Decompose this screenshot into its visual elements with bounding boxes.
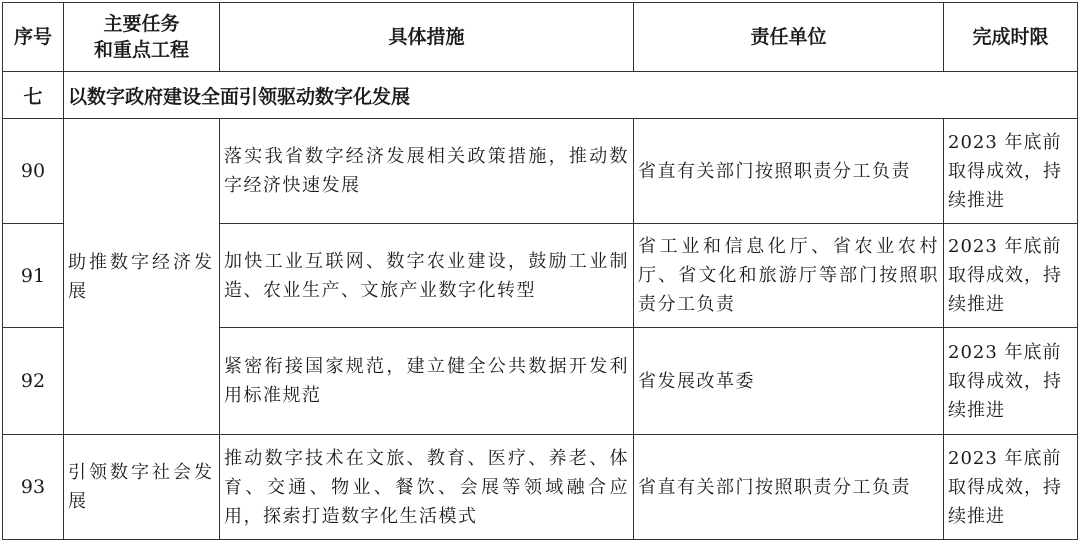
table-row bbox=[3, 435, 1078, 540]
row-number: 92 bbox=[3, 328, 64, 435]
task-table bbox=[2, 2, 1078, 540]
responsible-unit-cell: 省直有关部门按照职责分工负责 bbox=[634, 435, 944, 540]
row-number: 93 bbox=[3, 435, 64, 540]
responsible-unit-cell: 省发展改革委 bbox=[634, 328, 944, 435]
deadline-cell: 2023 年底前取得成效，持续推进 bbox=[944, 435, 1078, 540]
table-row bbox=[3, 119, 1078, 224]
header-main-task-line2: 和重点工程 bbox=[93, 39, 189, 61]
section-row bbox=[3, 72, 1078, 119]
header-deadline: 完成时限 bbox=[944, 3, 1078, 72]
measure-cell: 加快工业互联网、数字农业建设，鼓励工业制造、农业生产、文旅产业数字化转型 bbox=[220, 224, 634, 328]
responsible-unit-cell: 省直有关部门按照职责分工负责 bbox=[634, 119, 944, 224]
deadline-cell: 2023 年底前取得成效，持续推进 bbox=[944, 328, 1078, 435]
header-responsible-unit: 责任单位 bbox=[634, 3, 944, 72]
row-number: 90 bbox=[3, 119, 64, 224]
header-serial-number: 序号 bbox=[3, 3, 64, 72]
measure-cell: 落实我省数字经济发展相关政策措施，推动数字经济快速发展 bbox=[220, 119, 634, 224]
measure-cell: 紧密衔接国家规范，建立健全公共数据开发利用标准规范 bbox=[220, 328, 634, 435]
measure-cell: 推动数字技术在文旅、教育、医疗、养老、体育、交通、物业、餐饮、会展等领域融合应用，探索打造数字化生活模式 bbox=[220, 435, 634, 540]
header-main-task bbox=[64, 3, 220, 72]
deadline-cell: 2023 年底前取得成效，持续推进 bbox=[944, 224, 1078, 328]
section-number: 七 bbox=[3, 72, 64, 119]
responsible-unit-cell: 省工业和信息化厅、省农业农村厅、省文化和旅游厅等部门按照职责分工负责 bbox=[634, 224, 944, 328]
main-task-cell: 引领数字社会发展 bbox=[64, 435, 220, 540]
section-title: 以数字政府建设全面引领驱动数字化发展 bbox=[64, 72, 1078, 119]
row-number: 91 bbox=[3, 224, 64, 328]
header-measures: 具体措施 bbox=[220, 3, 634, 72]
header-row bbox=[3, 3, 1078, 72]
header-main-task-line1: 主要任务 bbox=[103, 13, 180, 35]
main-task-cell: 助推数字经济发展 bbox=[64, 119, 220, 435]
deadline-cell: 2023 年底前取得成效，持续推进 bbox=[944, 119, 1078, 224]
